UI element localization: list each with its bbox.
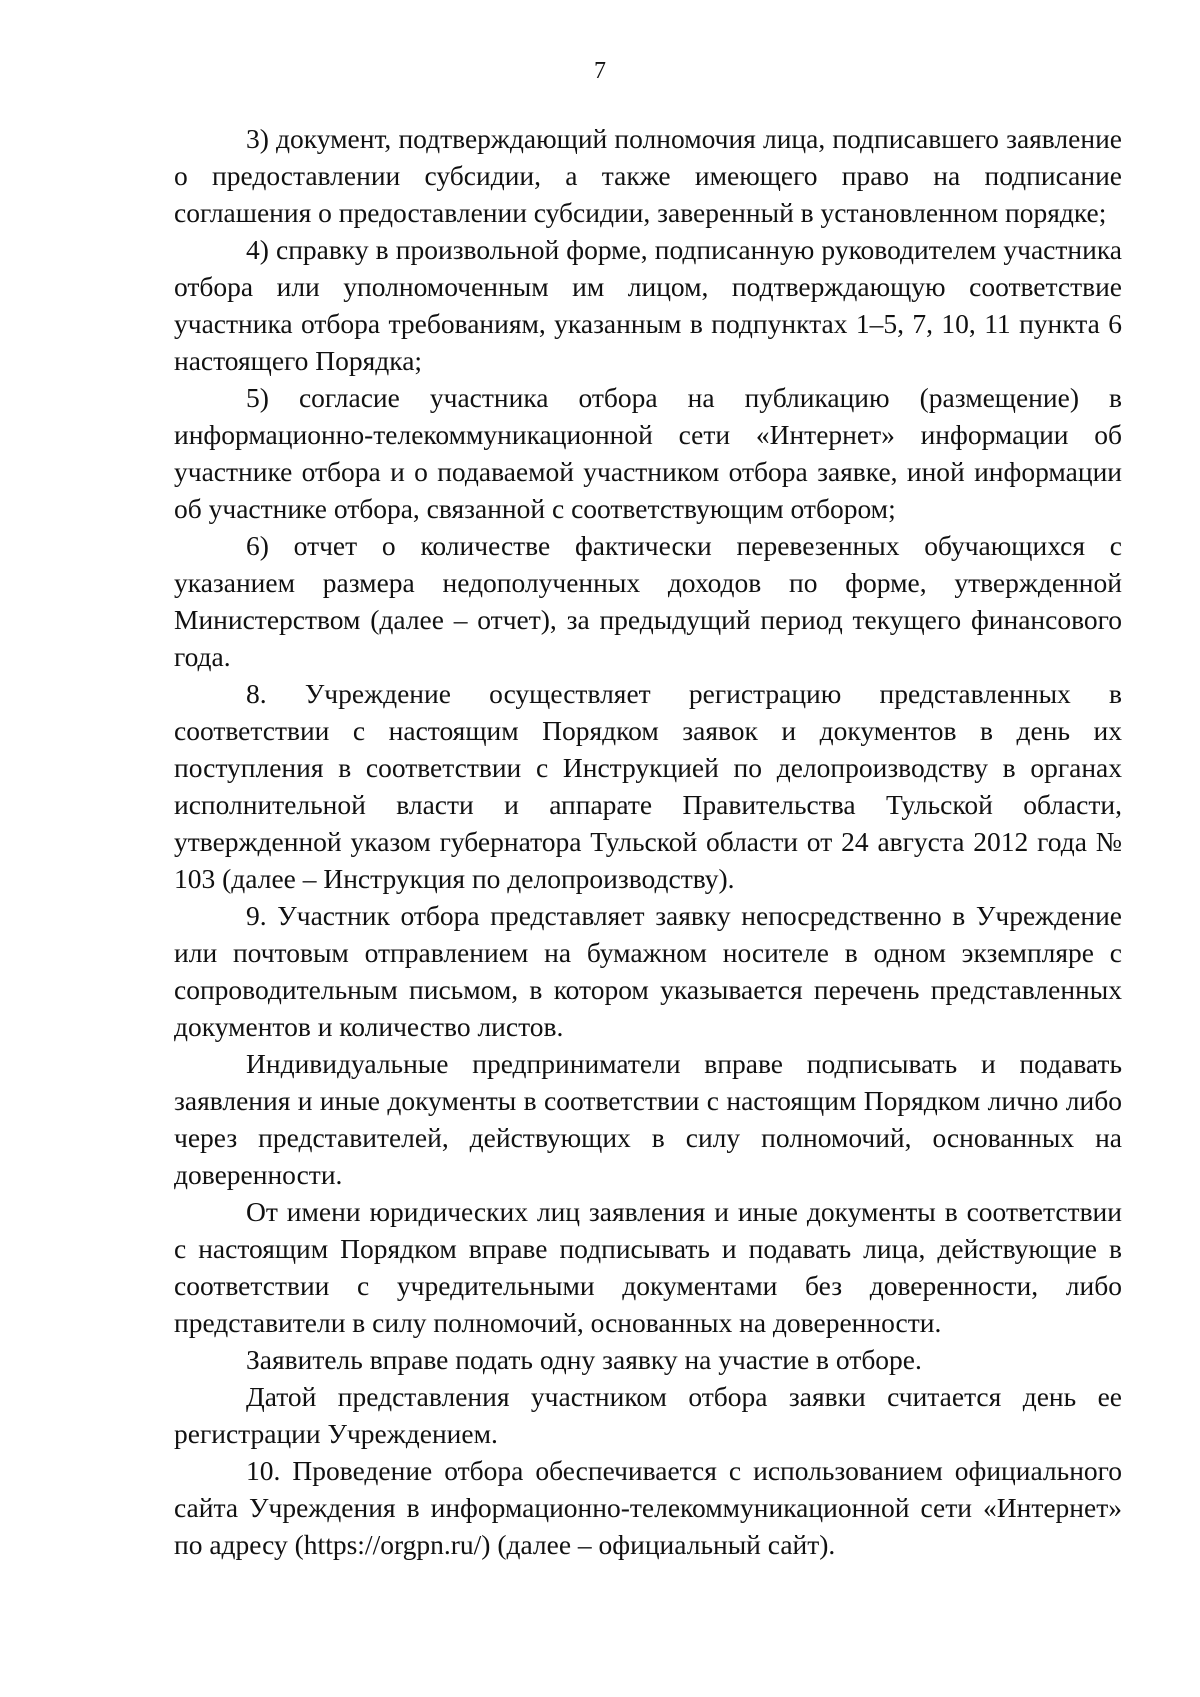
- paragraph-item-3: 3) документ, подтверждающий полномочия лица, подписавшего заявление о предоставлении субсидии, а также имеющего право на подписание соглашения о предоставлении субсидии, заверенный в установленном порядке;: [174, 123, 1122, 228]
- page-number: 7: [594, 58, 606, 84]
- paragraph-item-4: 4) справку в произвольной форме, подписанную руководителем участника отбора или уполномоченным им лицом, подтверждающую соответствие участника отбора требованиям, указанным в подпунктах 1–5, 7, 10, 11 пункта 6 настоящего Порядка;: [174, 234, 1122, 376]
- document-body: [174, 120, 1122, 1563]
- paragraph-section-10: 10. Проведение отбора обеспечивается с использованием официального сайта Учреждения в информационно-телекоммуникационной сети «Интернет» по адресу (https://orgpn.ru/) (далее – официальный сайт).: [174, 1455, 1122, 1560]
- paragraph-submission-date: Датой представления участником отбора заявки считается день ее регистрации Учреждением.: [174, 1381, 1122, 1449]
- paragraph-item-6: 6) отчет о количестве фактически перевезенных обучающихся с указанием размера недополученных доходов по форме, утвержденной Министерством (далее – отчет), за предыдущий период текущего финансового года.: [174, 530, 1122, 672]
- paragraph-legal-entities: От имени юридических лиц заявления и иные документы в соответствии с настоящим Порядком вправе подписывать и подавать лица, действующие в соответствии с учредительными документами без доверенности, либо представители в силу полномочий, основанных на доверенности.: [174, 1196, 1122, 1338]
- paragraph-one-application: Заявитель вправе подать одну заявку на участие в отборе.: [246, 1344, 922, 1375]
- paragraph-section-9: 9. Участник отбора представляет заявку непосредственно в Учреждение или почтовым отправлением на бумажном носителе в одном экземпляре с сопроводительным письмом, в котором указывается перечень представленных документов и количество листов.: [174, 900, 1122, 1042]
- paragraph-item-5: 5) согласие участника отбора на публикацию (размещение) в информационно-телекоммуникационной сети «Интернет» информации об участнике отбора и о подаваемой участником отбора заявке, иной информации об участнике отбора, связанной с соответствующим отбором;: [174, 382, 1122, 524]
- paragraph-individual-entrepreneurs: Индивидуальные предприниматели вправе подписывать и подавать заявления и иные документы в соответствии с настоящим Порядком лично либо через представителей, действующих в силу полномочий, основанных на доверенности.: [174, 1048, 1122, 1190]
- paragraph-section-8: 8. Учреждение осуществляет регистрацию представленных в соответствии с настоящим Порядком заявок и документов в день их поступления в соответствии с Инструкцией по делопроизводству в органах исполнительной власти и аппарате Правительства Тульской области, утвержденной указом губернатора Тульской области от 24 августа 2012 года № 103 (далее – Инструкция по делопроизводству).: [174, 678, 1122, 894]
